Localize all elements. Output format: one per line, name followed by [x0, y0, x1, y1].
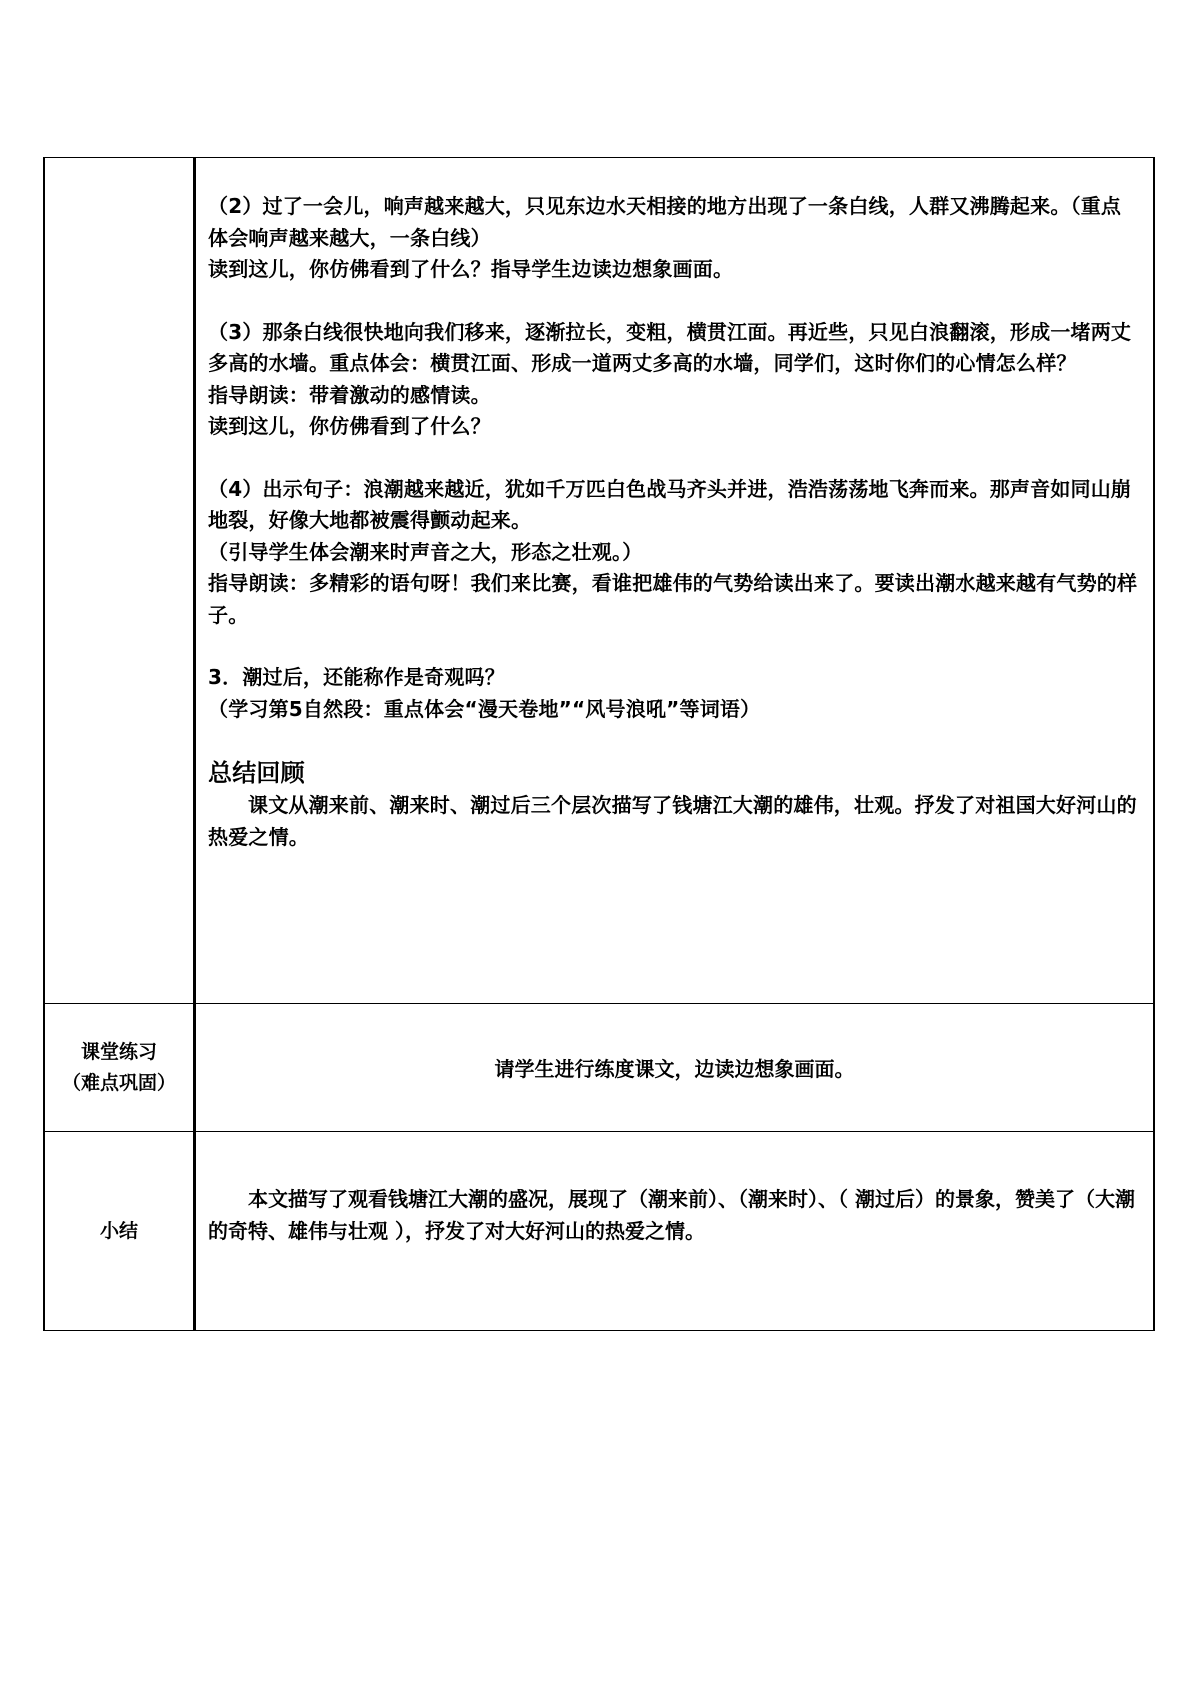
lesson-plan-table: [43, 157, 1155, 1331]
practice-content-cell: [195, 1004, 1155, 1132]
paragraph-2-text: （2）过了一会儿，响声越来越大，只见东边水天相接的地方出现了一条白线，人群又沸腾起来。（重点体会响声越来越大，一条白线）: [208, 194, 1122, 250]
teaching-process-content: [196, 158, 1153, 853]
step-3-question: 3．潮过后，还能称作是奇观吗？: [208, 665, 505, 689]
paragraph-2-question: 读到这儿，你仿佛看到了什么？指导学生边读边想象画面。: [208, 257, 734, 281]
teaching-process-content-cell: [195, 158, 1155, 1004]
teaching-process-row: [44, 158, 1154, 1004]
practice-label-cell: [44, 1004, 195, 1132]
paragraph-3-text: （3）那条白线很快地向我们移来，逐渐拉长，变粗，横贯江面。再近些，只见白浪翻滚，形成一堵两丈多高的水墙。重点体会：横贯江面、形成一道两丈多高的水墙，同学们，这时你们的心情怎么样？: [208, 319, 1132, 375]
paragraph-4-text: （4）出示句子：浪潮越来越近，犹如千万匹白色战马齐头并进，浩浩荡荡地飞奔而来。那声音如同山崩地裂，好像大地都被震得颤动起来。: [208, 476, 1132, 532]
conclusion-label: 小结: [99, 1219, 138, 1242]
summary-review-heading: 总结回顾: [208, 759, 305, 787]
conclusion-label-cell: [44, 1132, 195, 1331]
practice-label-line2: （难点巩固）: [61, 1071, 176, 1094]
practice-row: [44, 1004, 1154, 1132]
step-3-note: （学习第5自然段：重点体会“漫天卷地”“风号浪吼”等词语）: [208, 696, 761, 721]
paragraph-4-reading-guide: 指导朗读：多精彩的语句呀！我们来比赛，看谁把雄伟的气势给读出来了。要读出潮水越来越有气势的样子。: [208, 571, 1138, 627]
practice-content: 请学生进行练度课文，边读边想象画面。: [494, 1057, 855, 1081]
conclusion-content-cell: [195, 1132, 1155, 1331]
paragraph-3-question: 读到这儿，你仿佛看到了什么？: [208, 414, 491, 438]
conclusion-content: 本文描写了观看钱塘江大潮的盛况，展现了（潮来前）、（潮来时）、（ 潮过后）的景象，赞美了（大潮的奇特、雄伟与壮观 ），抒发了对大好河山的热爱之情。: [208, 1187, 1135, 1243]
conclusion-row: [44, 1132, 1154, 1331]
summary-review-text: 课文从潮来前、潮来时、潮过后三个层次描写了钱塘江大潮的雄伟，壮观。抒发了对祖国大好河山的热爱之情。: [208, 793, 1137, 849]
paragraph-4-note: （引导学生体会潮来时声音之大，形态之壮观。）: [208, 539, 643, 564]
conclusion-content-wrapper: [196, 1132, 1153, 1247]
paragraph-3-reading-guide: 指导朗读：带着激动的感情读。: [208, 382, 491, 407]
practice-label-line1: 课堂练习: [80, 1040, 157, 1063]
teaching-process-label-cell: [44, 158, 195, 1004]
